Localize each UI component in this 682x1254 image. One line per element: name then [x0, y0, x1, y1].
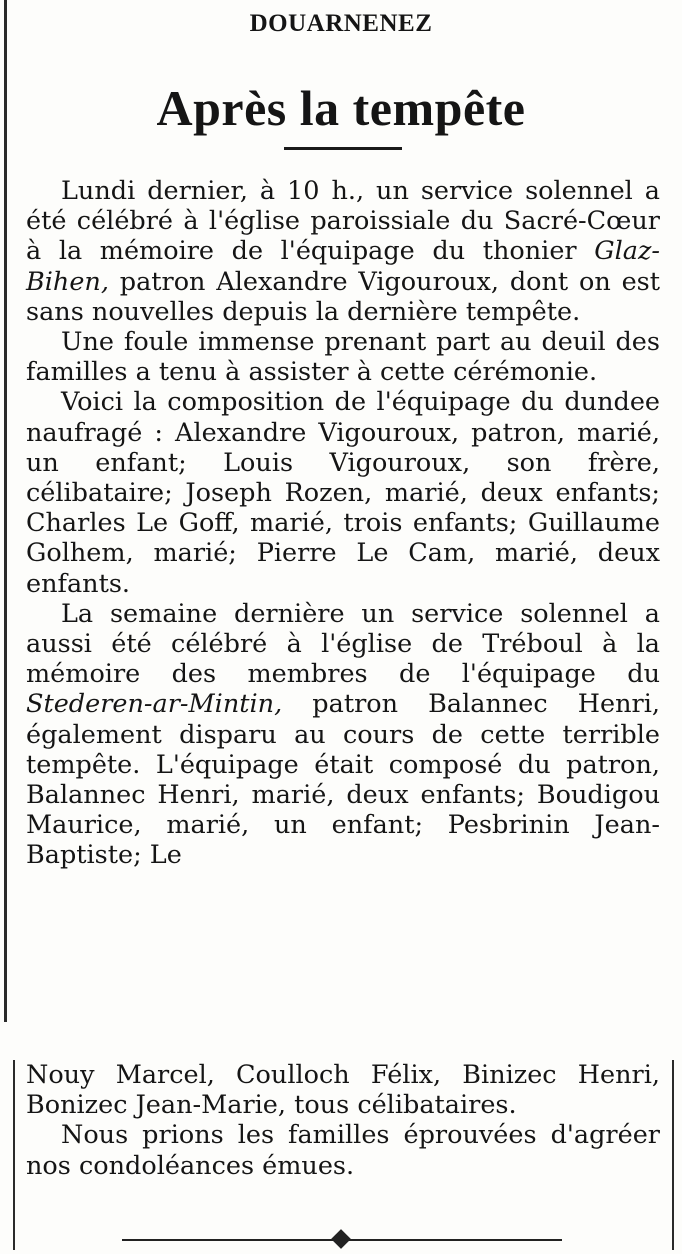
headline: Après la tempête	[156, 80, 526, 136]
paragraph-5: Nous prions les familles éprouvées d'agréer nos condoléances émues.	[26, 1120, 660, 1181]
paragraph-2: Une foule immense prenant part au deuil des familles a tenu à assister à cette cérémonie.	[26, 327, 660, 388]
end-ornament-icon	[331, 1229, 351, 1249]
article-body	[26, 176, 660, 871]
ship-name-glaz-bihen: Glaz-Bihen,	[26, 236, 660, 297]
article-continuation	[26, 1060, 660, 1181]
paragraph-4: La semaine dernière un service solennel a aussi été célébré à l'église de Tréboul à la mémoire des membres de l'équipage du Stederen-ar-Mintin, patron Balannec Henri, également disparu au cours de cette terrible tempête. L'équipage était composé du patron, Balannec Henri, marié, deux enfants; Boudigou Maurice, marié, un enfant; Pesbrinin Jean-Baptiste; Le	[26, 598, 660, 871]
column-rule-left-lower	[13, 1060, 15, 1250]
ship-name-stederen: Stederen-ar-Mintin,	[26, 689, 283, 720]
paragraph-1: Lundi dernier, à 10 h., un service solennel a été célébré à l'église paroissiale du Sacré-Cœur à la mémoire de l'équipage du thonier Glaz-Bihen, patron Alexandre Vigouroux, dont on est sans nouvelles depuis la dernière tempête.	[26, 176, 660, 327]
paragraph-3: Voici la composition de l'équipage du dundee naufragé : Alexandre Vigouroux, patron, marié, un enfant; Louis Vigouroux, son frère, célibataire; Joseph Rozen, marié, deux enfants; Charles Le Goff, marié, trois enfants; Guillaume Golhem, marié; Pierre Le Cam, marié, deux enfants.	[26, 387, 660, 599]
section-title: DOUARNENEZ	[249, 10, 433, 37]
headline-rule	[284, 147, 402, 150]
column-rule-right-lower	[672, 1060, 674, 1250]
paragraph-4-continued: Nouy Marcel, Coulloch Félix, Binizec Henri, Bonizec Jean-Marie, tous célibataires.	[26, 1060, 660, 1121]
column-rule-left	[4, 0, 7, 1022]
